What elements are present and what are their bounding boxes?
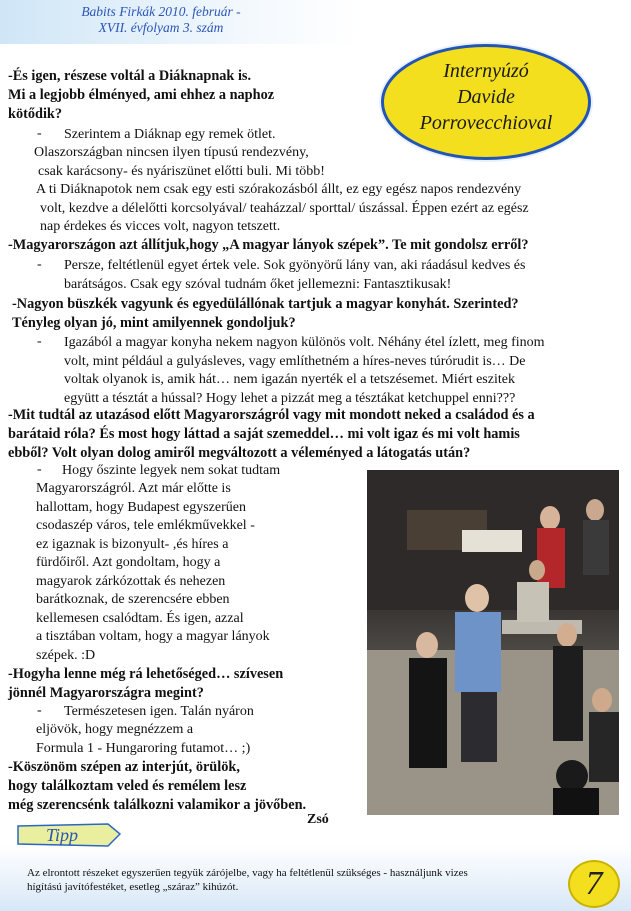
tip-text: Az elrontott részeket egyszerűen tegyük zárójelbe, vagy ha feltétlenül szükséges - használjunk vizes hígítású javítófestéket, esetleg „száraz” kihúzót. <box>27 867 468 893</box>
event-photo <box>367 470 619 815</box>
answer-5-cont: eljövök, hogy megnézzem a Formula 1 - Hungaroring futamot… ;) <box>36 722 251 756</box>
closing-remark: -Köszönöm szépen az interjút, örülök, hogy találkoztam veled és remélem lesz még szerencsénk találkozni valamikor a jövőben. <box>8 759 307 813</box>
header-line-1: Babits Firkák 2010. február - <box>81 4 241 19</box>
question-5: -Hogyha lenne még rá lehetőséged… szívesen jönnél Magyarországra megint? <box>8 666 284 701</box>
answer-1: Szerintem a Diáknap egy remek ötlet. <box>64 127 276 142</box>
dash: - <box>37 126 42 141</box>
question-2: -Magyarországon azt állítjuk,hogy „A magyar lányok szépek”. Te mit gondolsz erről? <box>8 237 529 253</box>
dash: - <box>37 334 42 349</box>
author-signature: Zsó <box>307 812 329 827</box>
page-number: 7 <box>568 860 620 908</box>
title-line-2: Davide <box>457 86 515 108</box>
answer-1-cont-2: A ti Diáknapotok nem csak egy esti szórakozásból állt, ez egy egész napos rendezvény volt, kezdve a délelőtti korcsolyával/ teaházzal/ sporttal/ úszással. Éppen ezért az egész nap érdekes és vicces volt, nagyon tetszett. <box>36 182 529 234</box>
photo-illustration <box>367 470 619 815</box>
dash: - <box>37 257 42 272</box>
title-line-1: Internyúzó <box>443 60 529 82</box>
question-4: -Mit tudtál az utazásod előtt Magyarországról vagy mit mondott neked a családod és a barátaid róla? És most hogy láttad a saját szemeddel… mi volt igaz és mi volt hamis ebből? Volt olyan dolog amiről megváltozott a véleményed a látogatás után? <box>8 407 535 461</box>
dash: - <box>37 703 42 718</box>
question-1: -És igen, részese voltál a Diáknapnak is. Mi a legjobb élményed, ami ehhez a naphoz kötődik? <box>8 68 275 122</box>
answer-1-cont: Olaszországban nincsen ilyen típusú rendezvény, csak karácsony- és nyáriszünet előtti buli. Mi több! <box>34 145 325 179</box>
tip-banner <box>16 822 121 848</box>
answer-3: Igazából a magyar konyha nekem nagyon különös volt. Néhány étel ízlett, meg finom volt, mint például a gulyásleves, vagy említhetném a híres-neves túrórudit is… De voltak olyanok is, amik hát… nem igazán nyerték el a tetszésemet. Miért eszitek együtt a tésztát a hússal? Hogy lehet a pizzát meg a tésztákat ketchuppel enni??? <box>64 335 545 406</box>
question-3: -Nagyon büszkék vagyunk és egyedülállónak tartjuk a magyar konyhát. Szerinted? Tényleg olyan jó, mint amilyennek gondoljuk? <box>12 296 519 331</box>
tip-label: Tipp <box>46 825 79 845</box>
answer-4: Hogy őszinte legyek nem sokat tudtam <box>62 463 281 478</box>
article-title <box>381 58 591 136</box>
title-line-3: Porrovecchioval <box>419 112 553 134</box>
answer-5: Természetesen igen. Talán nyáron <box>64 704 254 719</box>
dash: - <box>37 462 42 477</box>
issue-header <box>46 4 276 36</box>
answer-4-cont: Magyarországról. Azt már előtte is hallottam, hogy Budapest egyszerűen csodaszép város, tele emlékművekkel - ez igaznak is bizonyult- ,és híres a fürdőiről. Azt gondoltam, hogy a magyarok zárkózottak és nehezen barátkoznak, de szerencsére ebben kellemesen csalódtam. És igen, azzal a tisztában voltam, hogy a magyar lányok szépek. :D <box>36 481 270 663</box>
header-line-2: XVII. évfolyam 3. szám <box>98 20 224 35</box>
answer-2: Persze, feltétlenül egyet értek vele. Sok gyönyörű lány van, aki ráadásul kedves és barátságos. Csak egy szóval tudnám őket jellemezni: Fantasztikusak! <box>64 258 526 292</box>
